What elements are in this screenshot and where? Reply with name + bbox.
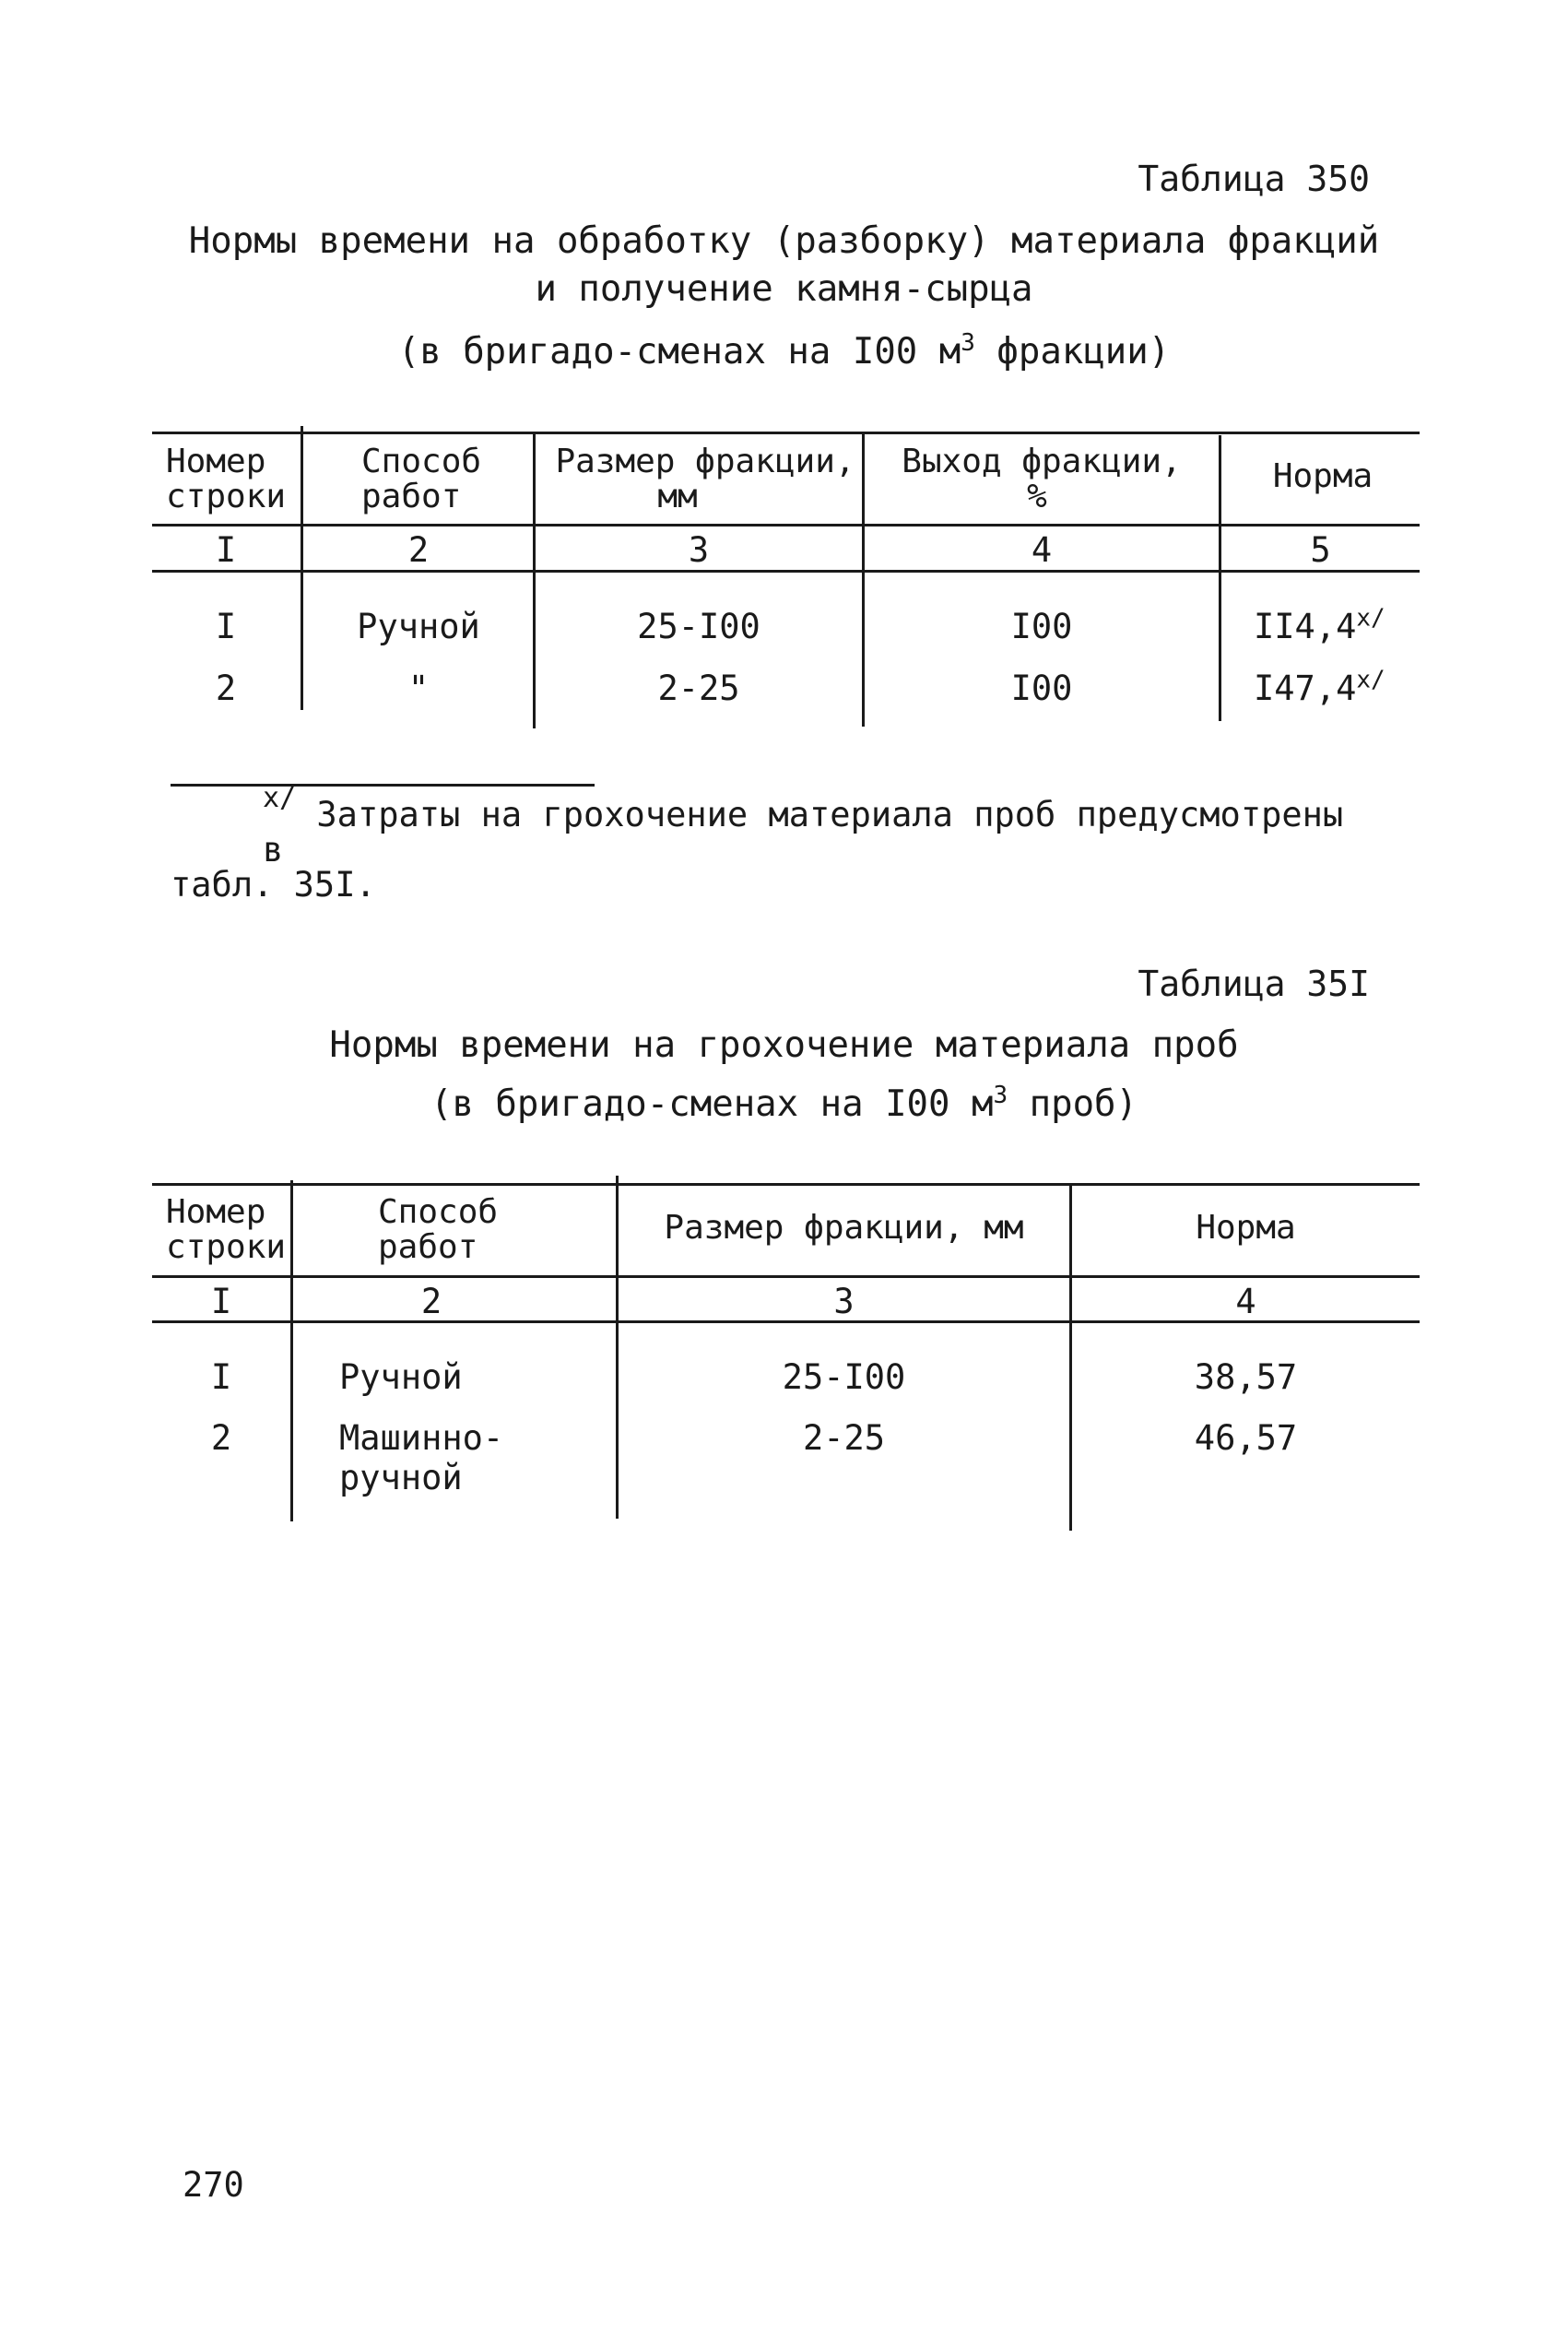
row-size: 2-25 [802, 1418, 886, 1458]
table-350-label: Таблица 350 [1138, 159, 1370, 199]
column-divider [1219, 435, 1221, 721]
header-line: мм [657, 478, 698, 515]
header-line: Выход фракции, [902, 443, 1182, 480]
header-method [378, 1195, 608, 1265]
row-method: Ручной [357, 607, 480, 646]
col-number: I [215, 530, 237, 570]
page-number: 270 [183, 2165, 244, 2205]
header-line: Норма [1272, 457, 1373, 495]
row-yield: I00 [1010, 669, 1073, 708]
header-norm [1072, 1211, 1420, 1246]
row-yield: I00 [1010, 607, 1073, 646]
header-row-number [166, 444, 295, 515]
units-text: (в бригадо-сменах на I00 м [430, 1083, 994, 1125]
column-divider [290, 1180, 293, 1521]
header-fraction-size [548, 444, 862, 515]
units-text: (в бригадо-сменах на I00 м [397, 331, 961, 373]
table-350-title-line1: Нормы времени на обработку (разборку) материала фракций [188, 220, 1380, 262]
header-line: Норма [1196, 1209, 1296, 1247]
header-fraction-yield [876, 444, 1208, 515]
footnote-mark: x/ [263, 781, 297, 814]
col-number: 2 [420, 1282, 442, 1321]
row-method: Машинно-ручной [339, 1418, 504, 1497]
footnote-mark: x/ [1356, 666, 1385, 694]
row-method: " [407, 669, 430, 708]
footnote-line: табл. 35I. [171, 865, 376, 905]
table-351-units [0, 1081, 1568, 1129]
col-number: 4 [1235, 1282, 1256, 1321]
table-top-rule [152, 1183, 1420, 1186]
col-number: 4 [1031, 530, 1053, 570]
row-norm: 38,57 [1194, 1357, 1298, 1397]
row-number: 2 [210, 1418, 232, 1458]
header-line: работ [378, 1228, 478, 1266]
units-superscript: 3 [961, 329, 975, 357]
units-text-end: фракции) [974, 331, 1171, 373]
header-line: Размер фракции, мм [664, 1209, 1024, 1247]
colnum-rule [152, 570, 1420, 573]
header-line: % [1027, 478, 1047, 515]
col-number: 3 [833, 1282, 855, 1321]
units-text-end: проб) [1008, 1083, 1138, 1125]
row-size: 2-25 [657, 669, 740, 708]
col-number: I [210, 1282, 232, 1321]
header-line: строки [166, 478, 287, 515]
col-number: 3 [688, 530, 710, 570]
footnote-line [171, 781, 1369, 870]
header-line: Способ [378, 1193, 499, 1231]
row-number: I [210, 1357, 232, 1397]
row-size: 25-I00 [637, 607, 760, 646]
row-size: 25-I00 [782, 1357, 906, 1397]
row-method: Ручной [339, 1357, 463, 1397]
table-350-units [0, 328, 1568, 376]
footnote-rule [171, 784, 595, 787]
footnote-mark: x/ [1356, 604, 1385, 633]
header-line: Номер [166, 1193, 266, 1231]
header-line: Размер фракции, [555, 443, 855, 480]
header-fraction-size [619, 1211, 1069, 1246]
norm-value: I47,4 [1254, 669, 1357, 708]
table-top-rule [152, 432, 1420, 434]
header-line: работ [361, 478, 462, 515]
row-norm [1254, 666, 1420, 708]
header-rule [152, 524, 1420, 527]
col-number: 2 [407, 530, 430, 570]
footnote-text: Затраты на грохочение материала проб предусмотрены в [263, 795, 1344, 870]
header-norm [1226, 459, 1420, 494]
header-line: Номер [166, 443, 266, 480]
header-line: строки [166, 1228, 287, 1266]
header-row-number [166, 1195, 289, 1265]
row-norm [1254, 604, 1420, 646]
header-rule [152, 1275, 1420, 1278]
row-number: I [215, 607, 237, 646]
table-350-title-line2: и получение камня-сырца [535, 268, 1033, 310]
row-number: 2 [215, 669, 237, 708]
footnote [171, 781, 1369, 905]
table-351-label: Таблица 35I [1138, 964, 1370, 1004]
row-norm: 46,57 [1194, 1418, 1298, 1458]
units-superscript: 3 [993, 1082, 1008, 1109]
table-351-title: Нормы времени на грохочение материала проб [329, 1024, 1239, 1066]
norm-value: II4,4 [1254, 607, 1357, 646]
col-number: 5 [1310, 530, 1331, 570]
header-line: Способ [361, 443, 482, 480]
